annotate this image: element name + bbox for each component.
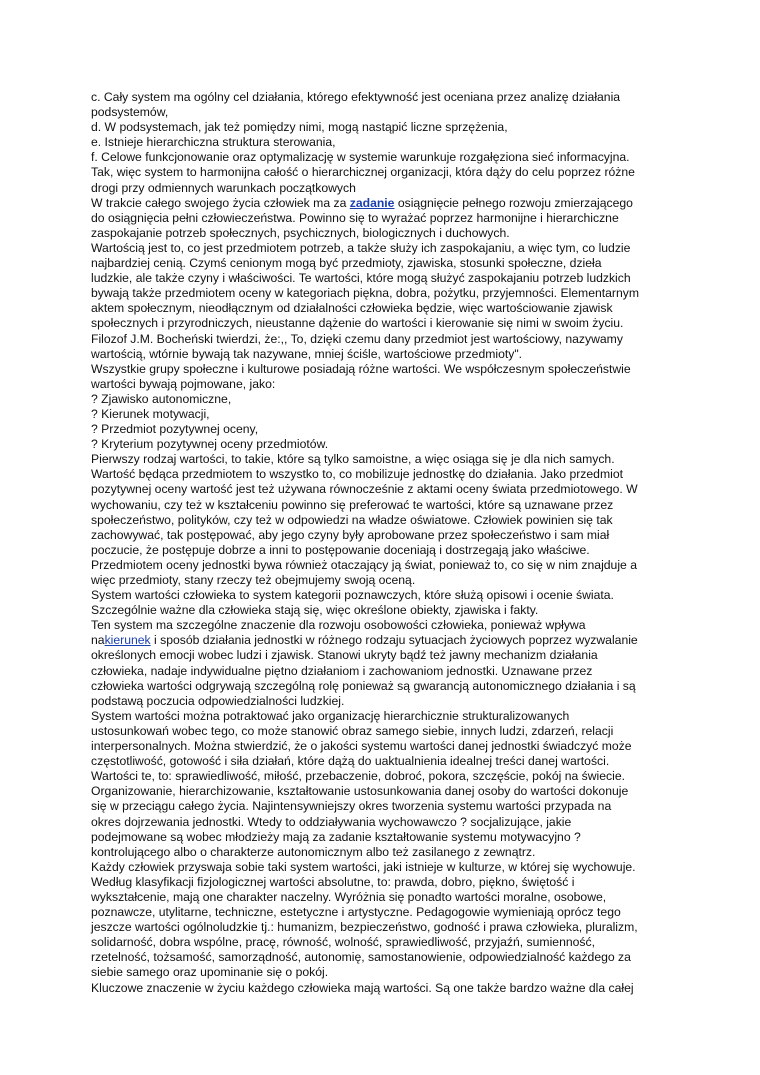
text-segment: podstawą poczucia odpowiedzialności ludzkiej. [91, 693, 345, 708]
text-line [91, 905, 671, 920]
text-line [91, 316, 671, 331]
text-line [91, 362, 671, 377]
text-segment: rzetelność, tożsamość, samorządność, autonomię, samostanowienie, odpowiedzialność każdego za [91, 950, 631, 965]
text-line [91, 950, 671, 965]
text-segment: Filozof J.M. Bocheński twierdzi, że:,, To, dzięki czemu dany przedmiot jest wartościowy, nazywamy [91, 331, 623, 346]
text-segment: człowieka wartości odgrywają szczególną rolę ponieważ są gwarancją autonomicznego działania i są [91, 678, 636, 693]
text-line [91, 573, 671, 588]
text-segment: do osiągnięcia pełni człowieczeństwa. Powinno się to wyrażać poprzez harmonijne i hierarchiczne [91, 210, 619, 225]
text-line [91, 965, 671, 980]
text-line [91, 271, 671, 286]
text-line [91, 890, 671, 905]
text-segment: aktem społecznym, nieodłącznym od działalności człowieka będzie, więc wartościowanie zjawisk [91, 301, 613, 316]
text-segment: podsystemów, [91, 105, 169, 120]
text-segment: Pierwszy rodzaj wartości, to takie, które są tylko samoistne, a więc osiąga się je dla nich samych. [91, 452, 615, 467]
text-segment: Szczególnie ważne dla człowieka stają się, więc określone obiekty, zjawiska i fakty. [91, 603, 539, 618]
text-line [91, 875, 671, 890]
text-segment: częstotliwość, gotowość i siła działań, które dążą do uaktualnienia idealnej treści danej wartości. [91, 754, 610, 769]
text-line [91, 724, 671, 739]
text-line [91, 784, 671, 799]
text-segment: poznawcze, utylitarne, techniczne, estetyczne i artystyczne. Pedagogowie wymieniają oprócz tego [91, 905, 621, 920]
text-line [91, 664, 671, 679]
text-segment: określonych emocji wobec ludzi i zjawisk. Stanowi ukryty bądź też jawny mechanizm działania [91, 648, 598, 663]
text-line [91, 150, 671, 165]
text-line [91, 211, 671, 226]
text-segment: ? Przedmiot pozytywnej oceny, [91, 422, 259, 437]
text-segment: zachowywać, tak postępować, aby jego czyny były aprobowane przez społeczeństwo i sam miał [91, 527, 610, 542]
text-line [91, 226, 671, 241]
text-line [91, 845, 671, 860]
text-line [91, 181, 671, 196]
text-line [91, 332, 671, 347]
text-segment: zaspokajanie potrzeb społecznych, psychicznych, biologicznych i duchowych. [91, 225, 510, 240]
text-line [91, 588, 671, 603]
document-body [91, 90, 671, 996]
text-line [91, 422, 671, 437]
text-line [91, 981, 671, 996]
text-line [91, 769, 671, 784]
text-segment: ? Kryterium pozytywnej oceny przedmiotów. [91, 437, 329, 452]
text-segment: wychowaniu, czy też w kształceniu powinno się preferować te wartości, które są uznawane przez [91, 497, 614, 512]
text-segment: Przedmiotem oceny jednostki bywa również otaczający ją świat, ponieważ to, co się w nim znajduje a [91, 557, 637, 572]
text-segment: ? Zjawisko autonomiczne, [91, 391, 232, 406]
text-line [91, 633, 671, 648]
text-line [91, 407, 671, 422]
text-segment: Kluczowe znaczenie w życiu każdego człowieka mają wartości. Są one także bardzo ważne dla całej [91, 980, 634, 995]
text-segment: f. Celowe funkcjonowanie oraz optymalizację w systemie warunkuje rozgałęziona sieć informacyjna. [91, 150, 630, 165]
text-line [91, 105, 671, 120]
text-segment: solidarność, dobra wspólne, pracę, równość, wolność, sprawiedliwość, przyjaźń, sumienność, [91, 935, 595, 950]
text-segment: pozytywnej oceny wartość jest też używana równocześnie z aktami oceny świata przedmiotowego. W [91, 482, 638, 497]
text-line [91, 377, 671, 392]
text-segment: Organizowanie, hierarchizowanie, kształtowanie ustosunkowania danej osoby do wartości dokonuje [91, 784, 629, 799]
text-line [91, 830, 671, 845]
text-segment: Wartość będąca przedmiotem to wszystko to, co mobilizuje jednostkę do działania. Jako przedmiot [91, 467, 623, 482]
text-line [91, 482, 671, 497]
text-segment: Wartością jest to, co jest przedmiotem potrzeb, a także służy ich zaspokajaniu, a więc tym, co ludzie [91, 240, 631, 255]
text-line [91, 256, 671, 271]
text-line [91, 467, 671, 482]
text-segment: interpersonalnych. Można stwierdzić, że o jakości systemu wartości danej jednostki świadczyć może [91, 739, 632, 754]
text-line [91, 301, 671, 316]
text-segment: na [91, 633, 105, 648]
inline-link[interactable]: zadanie [349, 195, 395, 210]
text-line [91, 286, 671, 301]
text-segment: więc przedmioty, stany rzeczy też obejmujemy swoją oceną. [91, 573, 416, 587]
text-line [91, 558, 671, 573]
text-segment: społecznych i przyrodniczych, nieustanne dążenie do wartości i kierowanie się nimi w swoim życiu. [91, 316, 624, 331]
text-line [91, 347, 671, 362]
text-line [91, 437, 671, 452]
text-segment: osiągnięcie pełnego rozwoju zmierzającego [394, 195, 633, 210]
text-line [91, 709, 671, 724]
text-segment: kontrolującego albo o charakterze autonomicznym albo też zasilanego z zewnątrz. [91, 844, 536, 859]
text-segment: Tak, więc system to harmonijna całość o hierarchicznej organizacji, która dąży do celu poprzez różne [91, 165, 635, 180]
text-line [91, 648, 671, 663]
text-segment: Każdy człowiek przyswaja sobie taki system wartości, jaki istnieje w kulturze, w której się wychowuje. [91, 859, 636, 874]
text-line [91, 392, 671, 407]
text-segment: ludzkie, ale także czyny i właściwości. Te wartości, które mogą służyć zaspokajaniu potrzeb ludzkich [91, 271, 631, 286]
text-segment: W trakcie całego swojego życia człowiek ma za [91, 195, 350, 210]
text-line [91, 860, 671, 875]
text-line [91, 754, 671, 769]
text-segment: się w przeciągu całego życia. Najintensywniejszy okres tworzenia systemu wartości przypada na [91, 799, 612, 814]
text-segment: Wszystkie grupy społeczne i kulturowe posiadają różne wartości. We współczesnym społeczeństwie [91, 361, 631, 376]
text-line [91, 513, 671, 528]
text-line [91, 498, 671, 513]
text-segment: ? Kierunek motywacji, [91, 406, 210, 421]
text-segment: e. Istnieje hierarchiczna struktura sterowania, [91, 135, 336, 150]
text-segment: i sposób działania jednostki w różnego rodzaju sytuacjach życiowych poprzez wyzwalanie [150, 633, 638, 648]
text-segment: jeszcze wartości ogólnoludzkie tj.: humanizm, bezpieczeństwo, godność i prawa człowieka, pluralizm, [91, 920, 638, 935]
text-segment: okres dojrzewania jednostki. Wtedy to oddziaływania wychowawczo ? socjalizujące, jakie [91, 814, 572, 829]
text-line [91, 196, 671, 211]
text-segment: wartości bywają pojmowane, jako: [91, 376, 276, 391]
text-line [91, 618, 671, 633]
text-segment: siebie samego oraz upominanie się o pokój. [91, 965, 329, 980]
text-line [91, 935, 671, 950]
text-segment: podejmowane są wobec młodzieży mają za zadanie kształtowanie systemu motywacyjno ? [91, 829, 581, 844]
text-line [91, 90, 671, 105]
text-line [91, 815, 671, 830]
text-line [91, 452, 671, 467]
text-line [91, 241, 671, 256]
text-segment: poczucie, że postępuje dobrze a inni to postępowanie doceniają i dostrzegają jako właściwe. [91, 542, 590, 557]
text-segment: drogi przy odmiennych warunkach początkowych [91, 180, 356, 195]
inline-link[interactable]: kierunek [104, 633, 151, 648]
text-segment: wartością, wtórnie bywają tak nazywane, mniej ściśle, wartościowe przedmioty". [91, 346, 523, 361]
text-segment: Wartości te, to: sprawiedliwość, miłość, przebaczenie, dobroć, pokora, szczęście, pokój na świecie. [91, 769, 625, 784]
text-line [91, 135, 671, 150]
text-segment: człowieka, nadaje indywidualne piętno działaniom i zachowaniom jednostki. Uznawane przez [91, 663, 593, 678]
text-segment: Według klasyfikacji fizjologicznej wartości absolutne, to: prawda, dobro, piękno, świętość i [91, 874, 575, 889]
text-line [91, 694, 671, 709]
text-segment: Ten system ma szczególne znaczenie dla rozwoju osobowości człowieka, ponieważ wpływa [91, 618, 586, 633]
text-line [91, 679, 671, 694]
text-segment: System wartości człowieka to system kategorii poznawczych, które służą opisowi i ocenie świata. [91, 588, 614, 603]
text-segment: c. Cały system ma ogólny cel działania, którego efektywność jest oceniana przez analizę działania [91, 90, 621, 104]
text-segment: społeczeństwo, polityków, czy też w odpowiedzi na władze oświatowe. Człowiek powinien się tak [91, 512, 613, 527]
text-segment: najbardziej cenią. Czymś cenionym mogą być przedmioty, zjawiska, stosunki społeczne, dzieła [91, 256, 602, 271]
text-segment: System wartości można potraktować jako organizację hierarchicznie strukturalizowanych [91, 708, 570, 723]
text-segment: d. W podsystemach, jak też pomiędzy nimi, mogą nastąpić liczne sprzężenia, [91, 120, 508, 135]
text-segment: ustosunkowań wobec tego, co może stanowić obraz samego siebie, innych ludzi, zdarzeń, relacji [91, 723, 614, 738]
text-line [91, 120, 671, 135]
text-line [91, 603, 671, 618]
text-line [91, 739, 671, 754]
text-line [91, 528, 671, 543]
text-line [91, 920, 671, 935]
text-segment: bywają także przedmiotem oceny w kategoriach piękna, dobra, pożytku, przyjemności. Elementarnym [91, 286, 640, 301]
text-segment: wykształcenie, mają one charakter naczelny. Wyróżnia się ponadto wartości moralne, osobowe, [91, 889, 607, 904]
text-line [91, 165, 671, 180]
text-line [91, 543, 671, 558]
text-line [91, 799, 671, 814]
